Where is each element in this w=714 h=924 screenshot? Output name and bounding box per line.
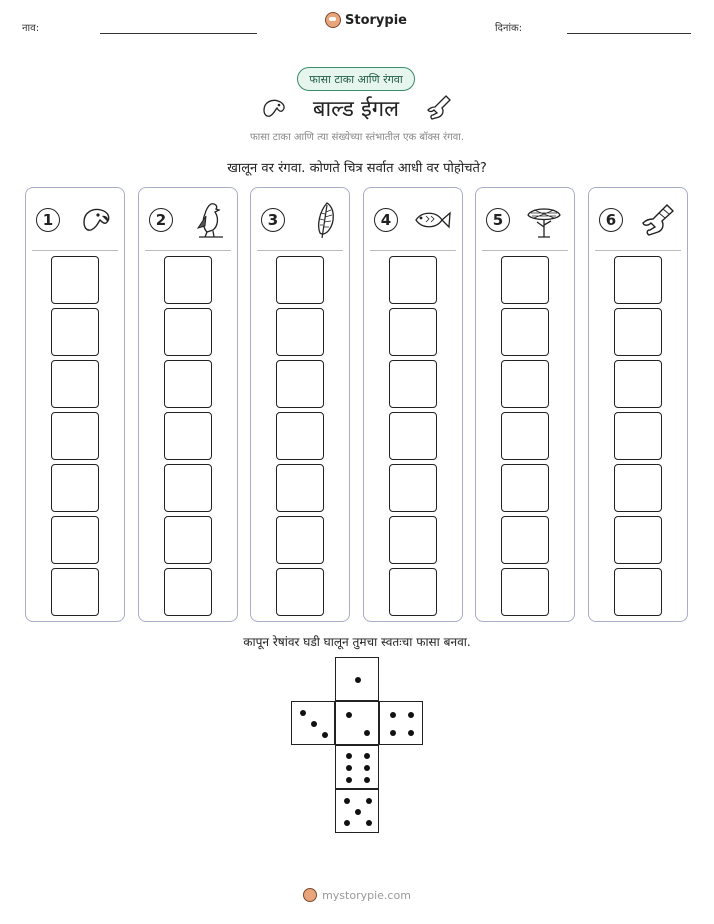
color-box[interactable] (164, 516, 212, 564)
dice-face-5 (335, 789, 379, 833)
color-box[interactable] (276, 568, 324, 616)
nest-tree-icon (524, 201, 564, 239)
bear-logo-icon (303, 888, 317, 902)
color-box[interactable] (389, 516, 437, 564)
subtitle: फासा टाका आणि त्या संख्येच्या स्तंभातील एक बॉक्स रंगवा. (249, 132, 465, 143)
color-box[interactable] (276, 464, 324, 512)
dice-pip (346, 712, 352, 718)
color-box[interactable] (389, 568, 437, 616)
brand-name: Storypie (345, 12, 407, 28)
column-number: 5 (486, 208, 510, 232)
color-box[interactable] (164, 568, 212, 616)
dice-pip (364, 765, 370, 771)
color-box[interactable] (389, 464, 437, 512)
dice-pip (364, 753, 370, 759)
feather-icon (313, 200, 339, 240)
column-number: 6 (599, 208, 623, 232)
color-box[interactable] (164, 412, 212, 460)
color-box[interactable] (164, 308, 212, 356)
column-5 (475, 187, 575, 622)
dice-face-1 (335, 657, 379, 701)
date-label: दिनांक: (495, 23, 523, 34)
color-box[interactable] (614, 568, 662, 616)
dice-pip (311, 721, 317, 727)
column-6 (588, 187, 688, 622)
dice-face-4 (379, 701, 423, 745)
dice-pip (364, 777, 370, 783)
color-box[interactable] (389, 308, 437, 356)
dice-pip (366, 798, 372, 804)
color-box[interactable] (389, 412, 437, 460)
column-2 (138, 187, 238, 622)
color-box[interactable] (51, 568, 99, 616)
dice-pip (408, 712, 414, 718)
column-4 (363, 187, 463, 622)
brand-logo (325, 12, 407, 28)
color-box[interactable] (51, 256, 99, 304)
color-box[interactable] (389, 256, 437, 304)
color-box[interactable] (501, 516, 549, 564)
dice-pip (364, 730, 370, 736)
column-header (486, 202, 564, 238)
color-box[interactable] (164, 256, 212, 304)
color-box[interactable] (51, 516, 99, 564)
color-box[interactable] (51, 360, 99, 408)
dice-pip (355, 677, 361, 683)
dice-caption: कापून रेषांवर घडी घालून तुमचा स्वतःचा फासा बनवा. (243, 635, 471, 649)
column-number: 1 (36, 208, 60, 232)
activity-pill: फासा टाका आणि रंगवा (297, 67, 415, 91)
color-box[interactable] (501, 412, 549, 460)
instruction: खालून वर रंगवा. कोणते चित्र सर्वात आधी वर पोहोचते? (227, 161, 487, 176)
column-header (149, 202, 227, 238)
footer (0, 888, 714, 902)
eagle-head-icon (78, 204, 114, 236)
color-box[interactable] (276, 360, 324, 408)
dice-pip (346, 753, 352, 759)
column-1 (25, 187, 125, 622)
talon-icon (639, 202, 677, 238)
column-header (36, 202, 114, 238)
name-line (100, 33, 257, 34)
dice-pip (390, 730, 396, 736)
color-box[interactable] (501, 464, 549, 512)
color-box[interactable] (501, 308, 549, 356)
column-number: 4 (374, 208, 398, 232)
color-box[interactable] (614, 308, 662, 356)
dice-pip (322, 732, 328, 738)
color-box[interactable] (276, 308, 324, 356)
column-divider (145, 250, 231, 251)
dice-pip (366, 820, 372, 826)
color-box[interactable] (276, 516, 324, 564)
color-box[interactable] (164, 464, 212, 512)
column-number: 2 (149, 208, 173, 232)
column-divider (32, 250, 118, 251)
dice-pip (355, 809, 361, 815)
color-box[interactable] (614, 464, 662, 512)
date-line (567, 33, 691, 34)
dice-face-2 (335, 701, 379, 745)
color-box[interactable] (501, 568, 549, 616)
column-divider (370, 250, 456, 251)
dice-pip (300, 710, 306, 716)
color-box[interactable] (614, 256, 662, 304)
column-number: 3 (261, 208, 285, 232)
bear-logo-icon (325, 12, 341, 28)
color-box[interactable] (164, 360, 212, 408)
eagle-head-icon (260, 96, 288, 120)
color-box[interactable] (51, 308, 99, 356)
talon-icon (424, 93, 454, 123)
title-row (260, 92, 454, 124)
color-box[interactable] (501, 360, 549, 408)
dice-pip (346, 765, 352, 771)
name-label: नाव: (22, 23, 40, 34)
color-box[interactable] (276, 256, 324, 304)
color-box[interactable] (501, 256, 549, 304)
color-box[interactable] (614, 412, 662, 460)
column-3 (250, 187, 350, 622)
color-box[interactable] (51, 412, 99, 460)
color-box[interactable] (51, 464, 99, 512)
dice-face-6 (335, 745, 379, 789)
column-divider (482, 250, 568, 251)
dice-pip (344, 798, 350, 804)
perched-eagle-icon (193, 200, 227, 240)
fish-icon (410, 207, 452, 233)
dice-face-3 (291, 701, 335, 745)
column-divider (257, 250, 343, 251)
dice-pip (408, 730, 414, 736)
color-box[interactable] (276, 412, 324, 460)
footer-url: mystorypie.com (322, 888, 411, 902)
column-header (261, 202, 339, 238)
column-header (599, 202, 677, 238)
dice-pip (390, 712, 396, 718)
column-header (374, 202, 452, 238)
color-box[interactable] (614, 516, 662, 564)
column-divider (595, 250, 681, 251)
dice-pip (344, 820, 350, 826)
color-box[interactable] (614, 360, 662, 408)
color-box[interactable] (389, 360, 437, 408)
dice-pip (346, 777, 352, 783)
page-title: बाल्ड ईगल (312, 97, 400, 122)
